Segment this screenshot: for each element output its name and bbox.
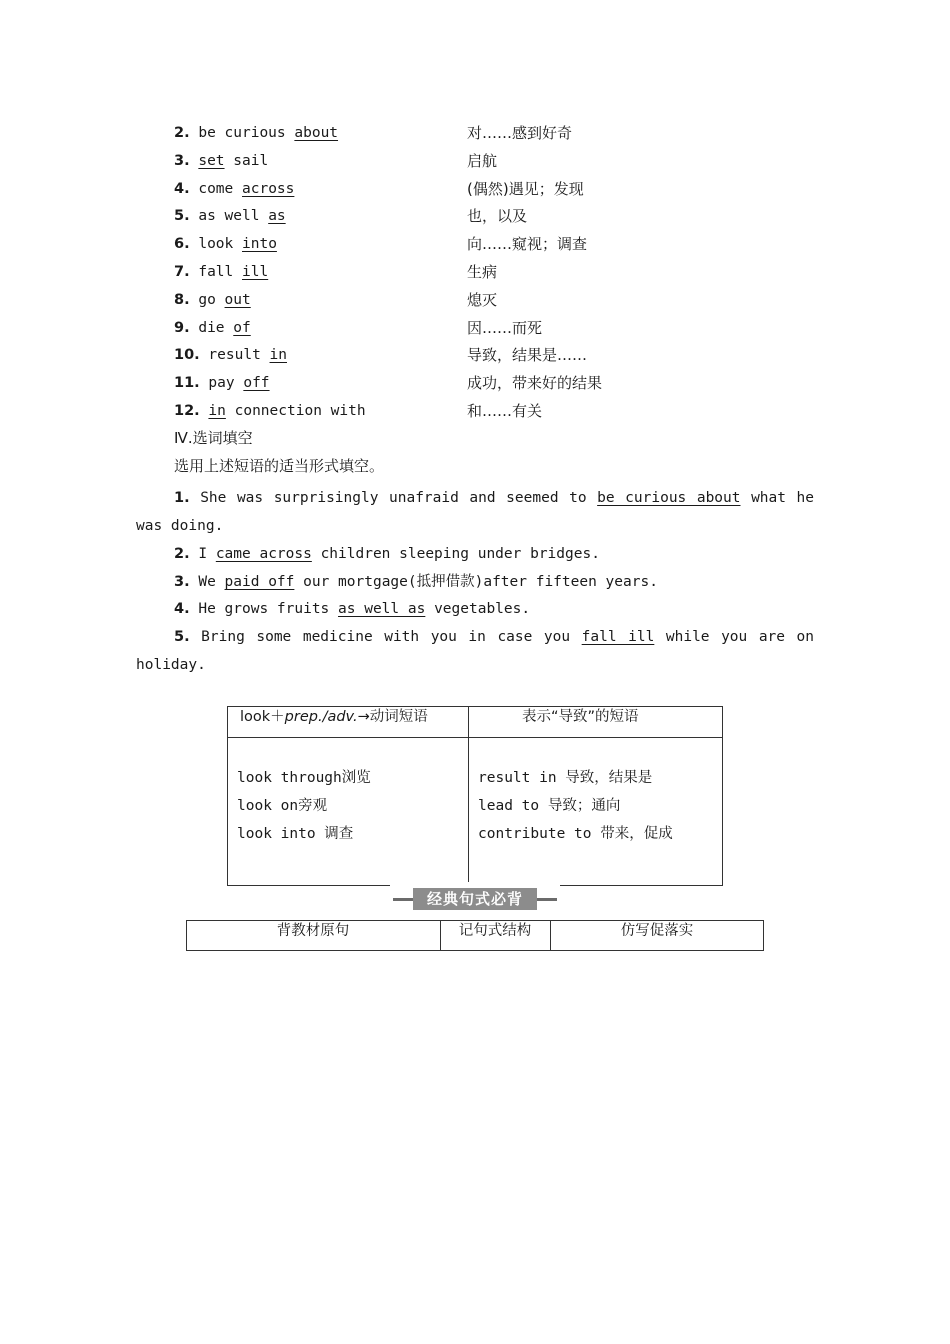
- sentence-answer: came across: [215, 546, 312, 562]
- phrase-number: 12.: [174, 403, 200, 419]
- banner-left-bar: [393, 898, 415, 901]
- phrase-table-column-divider: [468, 706, 469, 886]
- fill-sentence: [136, 484, 814, 540]
- phrase-meaning: 对……感到好奇: [467, 124, 573, 142]
- table-header-structure: 记句式结构: [458, 923, 532, 939]
- phrase-item: [174, 234, 277, 254]
- sentence-number: 2.: [174, 546, 190, 562]
- phrase-number: 4.: [174, 180, 190, 197]
- sentence-text: He grows fruits: [198, 601, 339, 617]
- sentence-number: 1.: [174, 490, 190, 506]
- sentence-text: vegetables.: [425, 601, 531, 617]
- cause-phrase-item: lead to 导致；通向: [478, 798, 621, 814]
- sentence-answer: fall ill: [581, 629, 655, 645]
- phrase-text: as well: [198, 208, 269, 225]
- phrase-blank-answer: as: [268, 208, 286, 225]
- phrase-number: 6.: [174, 236, 190, 253]
- sentence-answer: as well as: [338, 601, 426, 617]
- phrase-text: look: [198, 236, 242, 253]
- cause-phrase-item: result in 导致，结果是: [478, 770, 653, 786]
- phrase-text: connection with: [225, 403, 366, 419]
- phrase-blank-answer: of: [233, 319, 251, 336]
- phrase-number: 11.: [174, 375, 200, 392]
- phrase-blank-answer: ill: [242, 264, 269, 280]
- section-instruction: 选用上述短语的适当形式填空。: [174, 457, 385, 475]
- phrase-meaning: 向……窥视；调查: [467, 235, 588, 254]
- phrase-blank-answer: in: [269, 347, 287, 364]
- phrase-item: [174, 262, 268, 282]
- section-banner: [393, 886, 557, 912]
- sentence-number: 5.: [174, 629, 190, 645]
- phrase-text: pay: [208, 375, 244, 392]
- phrase-text: fall: [198, 264, 242, 280]
- sentence-number: 3.: [174, 574, 190, 590]
- sentence-answer: be curious about: [597, 490, 741, 506]
- sentence-answer: paid off: [224, 574, 295, 590]
- fill-sentence: [136, 568, 814, 596]
- phrase-text: go: [198, 291, 225, 308]
- phrase-text: sail: [224, 152, 269, 169]
- look-phrase-item: look through浏览: [237, 770, 371, 786]
- sentence-text: while you are on holiday.: [136, 629, 815, 673]
- phrase-blank-answer: into: [242, 236, 277, 253]
- sentence-text: what he was doing.: [136, 490, 815, 534]
- phrase-blank-answer: in: [208, 403, 226, 419]
- look-phrase-item: look on旁观: [237, 798, 328, 814]
- phrase-blank-answer: across: [242, 180, 295, 197]
- phrase-item: [174, 179, 294, 199]
- phrase-text: be curious: [198, 125, 295, 141]
- phrase-blank-answer: out: [224, 291, 251, 308]
- sentence-text: our mortgage(抵押借款)after fifteen years.: [294, 574, 658, 590]
- phrase-table-left-header: [240, 707, 428, 727]
- phrase-blank-answer: off: [243, 375, 270, 392]
- phrase-item: [174, 206, 286, 226]
- phrase-number: 9.: [174, 319, 190, 336]
- header-prep-adv: prep./adv.: [284, 709, 358, 725]
- phrase-number: 10.: [174, 347, 200, 364]
- phrase-meaning: 生病: [467, 263, 498, 281]
- sentence-text: I: [198, 546, 216, 562]
- sentence-text: She was surprisingly unafraid and seemed to: [200, 490, 598, 506]
- phrase-meaning: 启航: [467, 151, 498, 170]
- phrase-meaning: (偶然)遇见；发现: [467, 179, 584, 198]
- banner-right-bar: [535, 898, 557, 901]
- phrase-item: [174, 151, 268, 171]
- fill-sentence: [136, 595, 814, 623]
- phrase-number: 2.: [174, 125, 190, 141]
- phrase-blank-answer: about: [294, 125, 339, 141]
- look-phrase-item: look into 调查: [237, 826, 354, 842]
- phrase-meaning: 熄灭: [467, 290, 498, 309]
- phrase-meaning: 因……而死: [467, 318, 543, 337]
- phrase-meaning: 成功，带来好的结果: [467, 374, 603, 393]
- phrase-meaning: 也，以及: [467, 207, 528, 226]
- sentence-text: Bring some medicine with you in case you: [201, 629, 582, 645]
- sentence-number: 4.: [174, 601, 190, 617]
- phrase-number: 8.: [174, 291, 190, 308]
- table-header-original: 背教材原句: [276, 923, 350, 939]
- table-header-practice: 仿写促落实: [620, 923, 694, 939]
- phrase-text: result: [208, 347, 270, 364]
- fill-sentence: [136, 540, 814, 568]
- section-heading: Ⅳ.选词填空: [174, 429, 253, 447]
- phrase-number: 5.: [174, 208, 190, 225]
- phrase-number: 7.: [174, 264, 190, 280]
- phrase-item: [174, 123, 338, 143]
- phrase-text: die: [198, 319, 234, 336]
- banner-title: 经典句式必背: [413, 888, 537, 910]
- phrase-item: [174, 318, 251, 338]
- phrase-table-right-header: 表示“导致”的短语: [522, 709, 639, 725]
- phrase-item: [174, 290, 251, 310]
- phrase-meaning: 和……有关: [467, 402, 543, 420]
- header-look: look＋: [240, 709, 285, 725]
- sentence-text: We: [198, 574, 225, 590]
- phrase-table-header-divider: [227, 737, 723, 738]
- phrase-number: 3.: [174, 152, 190, 169]
- sentence-text: children sleeping under bridges.: [311, 546, 600, 562]
- phrase-item: [174, 345, 287, 365]
- cause-phrase-item: contribute to 带来，促成: [478, 826, 673, 842]
- phrase-meaning: 导致，结果是……: [467, 346, 588, 365]
- phrase-text: come: [198, 180, 242, 197]
- phrase-item: [174, 373, 270, 393]
- phrase-blank-answer: set: [198, 152, 225, 169]
- fill-sentence: [136, 623, 814, 679]
- header-verb-phrase: →动词短语: [357, 709, 428, 725]
- phrase-item: [174, 401, 366, 421]
